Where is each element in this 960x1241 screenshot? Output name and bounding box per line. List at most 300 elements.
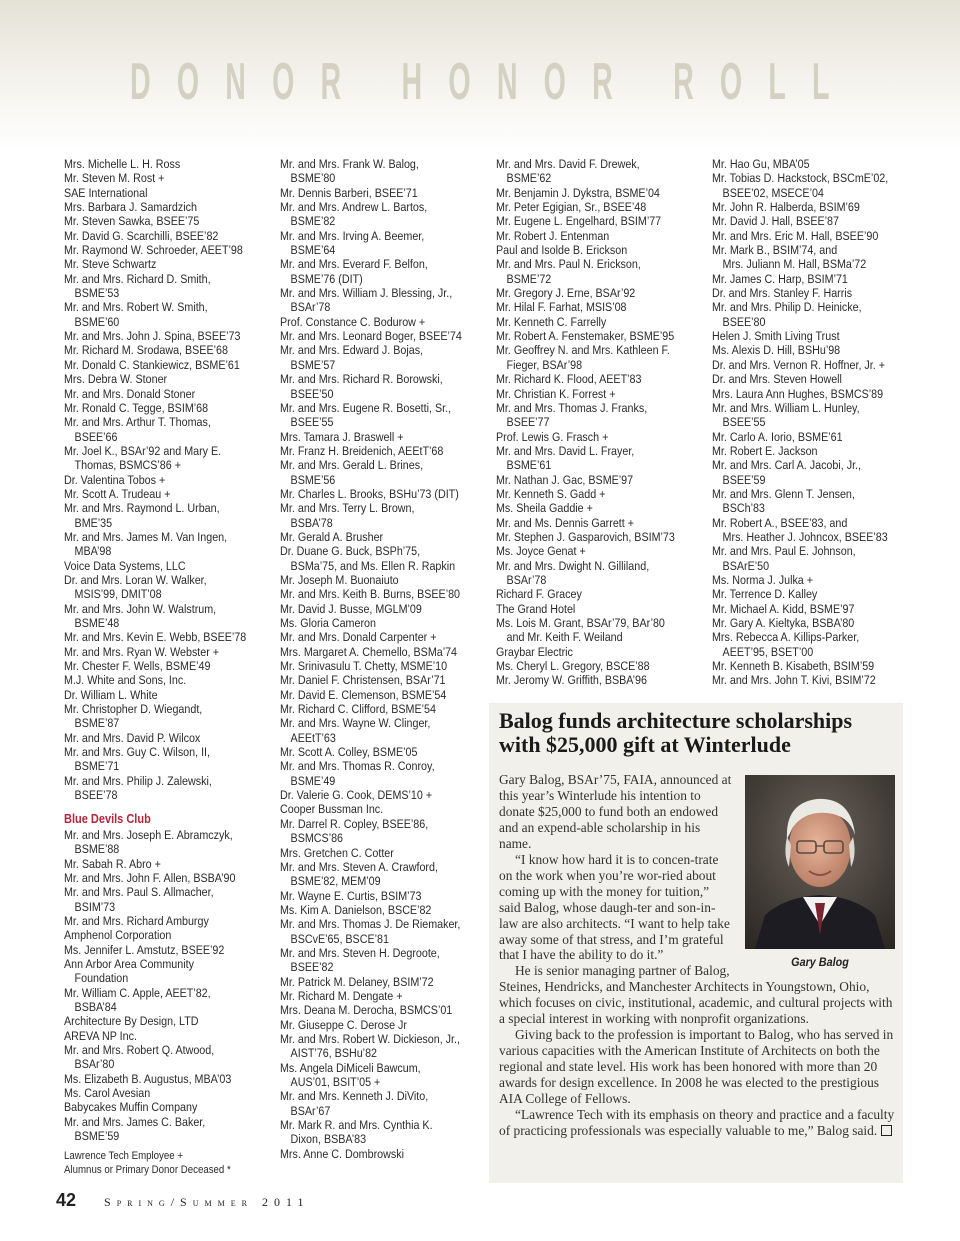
donor-column-2 (280, 157, 485, 1161)
end-mark-icon (881, 1125, 892, 1136)
donor-entry-continuation (280, 1104, 484, 1118)
donor-entry-continuation (496, 573, 700, 587)
donor-entry: Mr. and Mrs. David L. Frayer, (496, 443, 635, 458)
banner-letter: L (768, 53, 786, 111)
page-number: 42 (56, 1190, 77, 1210)
donor-entry: Mr. Mark R. and Mrs. Cynthia K. (280, 1118, 433, 1133)
donor-entry: Ms. Sheila Gaddie + (496, 501, 593, 516)
donor-entry-continuation (64, 716, 268, 730)
donor-entry: Mr. and Mrs. John J. Spina, BSEE’73 (64, 329, 241, 344)
donor-entry: Dr. and Mrs. Loran W. Walker, (64, 572, 207, 587)
donor-entry-continuation (64, 587, 268, 601)
banner-letter: N (225, 53, 246, 111)
donor-entry: Mr. Steven Sawka, BSEE’75 (64, 214, 200, 229)
donor-entry: Mr. Jeromy W. Griffith, BSBA’96 (496, 673, 647, 688)
donor-entry-text: BSME’59 (74, 1129, 120, 1144)
article-paragraph: “I know how hard it is to concen-trate on the work when you’re wor-ried about coming up with the money for tuition,” said Balog, whose daugh-ter and son-in-law are also architects. “I want to help take away some of that stress, and I’m grateful that I have the ability to do it.” (499, 851, 730, 963)
donor-entry: Ms. Kim A. Danielson, BSCE’82 (280, 902, 432, 917)
donor-entry-continuation (64, 286, 268, 300)
banner-letter: H (401, 53, 423, 111)
donor-entry-text: BSBA’78 (290, 515, 333, 530)
donor-entry-continuation (280, 559, 484, 573)
donor-entry: Mr. Tobias D. Hackstock, BSCmE’02, (712, 171, 889, 186)
donor-entry: Mr. John R. Halberda, BSIM’69 (712, 200, 860, 215)
donor-entry-continuation (280, 774, 484, 788)
donor-entry: Helen J. Smith Living Trust (712, 329, 840, 344)
donor-entry: Ms. Norma J. Julka + (712, 572, 814, 587)
donor-entry: Ms. Cheryl L. Gregory, BSCE’88 (496, 659, 650, 674)
donor-entry-text: BSEE’78 (74, 788, 118, 803)
portrait-image (745, 775, 895, 949)
donor-entry-text: BSBA’84 (74, 999, 117, 1014)
donor-entry: Mr. Giuseppe C. Derose Jr (280, 1017, 407, 1032)
donor-entry: Mr. Michael A. Kidd, BSME’97 (712, 601, 855, 616)
donor-entry-text: BSME’82 (290, 214, 336, 229)
donor-entry: Mr. and Mrs. Robert Q. Atwood, (64, 1042, 215, 1057)
donor-entry: Dr. Duane G. Buck, BSPh’75, (280, 544, 421, 559)
donor-entry: Mr. and Mrs. Thomas J. Franks, (496, 400, 648, 415)
donor-entry-text: BSEE’77 (506, 415, 550, 430)
donor-entry-continuation (280, 960, 484, 974)
donor-entry: Mr. Christian K. Forrest + (496, 386, 616, 401)
photo-caption: Gary Balog (791, 955, 849, 969)
donor-entry-continuation (280, 358, 484, 372)
donor-entry-continuation (712, 415, 916, 429)
donor-entry: Mr. David J. Hall, BSEE’87 (712, 214, 839, 229)
donor-entry: Mr. and Mrs. Kenneth J. DiVito, (280, 1089, 429, 1104)
donor-entry: Mr. Robert A., BSEE’83, and (712, 515, 848, 530)
donor-entry: Ms. Angela DiMiceli Bawcum, (280, 1060, 421, 1075)
donor-entry-continuation (712, 257, 916, 271)
donor-entry: Mr. Robert A. Fenstemaker, BSME’95 (496, 329, 675, 344)
donor-entry-text: BSME’82, MEM’09 (290, 874, 381, 889)
banner-letter: N (496, 53, 518, 111)
donor-entry-text: BSME’61 (506, 458, 552, 473)
donor-entry-text: BSEE’59 (722, 472, 766, 487)
donor-entry: Mr. and Mrs. Richard R. Borowski, (280, 372, 443, 387)
donor-entry: Mrs. Deana M. Derocha, BSMCS’01 (280, 1003, 453, 1018)
banner-letter: O (543, 53, 566, 111)
donor-entry-continuation (496, 415, 700, 429)
donor-entry-text: and Mr. Keith F. Weiland (506, 630, 623, 645)
donor-entry-continuation (64, 430, 268, 444)
donor-entry-continuation (280, 731, 484, 745)
donor-entry-continuation (280, 932, 484, 946)
donor-entry: Mr. Donald C. Stankiewicz, BSME’61 (64, 357, 240, 372)
donor-entry-text: Mrs. Juliann M. Hall, BSMa’72 (722, 257, 867, 272)
balog-article (489, 703, 903, 1183)
donor-entry: Mr. and Mrs. Donald Stoner (64, 386, 196, 401)
donor-entry: Mr. and Mrs. Frank W. Balog, (280, 157, 419, 171)
donor-entry-text: BSIM’73 (74, 899, 116, 914)
donor-entry-text: BSME’49 (290, 773, 336, 788)
donor-entry: Mr. Hao Gu, MBA’05 (712, 157, 810, 171)
donor-entry-continuation (280, 415, 484, 429)
donor-entry: Mr. Dennis Barberi, BSEE’71 (280, 185, 418, 200)
donor-entry: Mr. Chester F. Wells, BSME’49 (64, 659, 211, 674)
donor-entry: Mr. and Mrs. Everard F. Belfon, (280, 257, 428, 272)
donor-entry-text: Foundation (74, 971, 129, 986)
donor-entry: Mr. and Mrs. Gerald L. Brines, (280, 458, 424, 473)
donor-entry-text: BSEE’55 (290, 415, 334, 430)
donor-entry-continuation (712, 473, 916, 487)
donor-entry-text: BSME’53 (74, 286, 120, 301)
donor-entry: Dr. Valerie G. Cook, DEMS’10 + (280, 788, 433, 803)
donor-entry: Mr. and Mrs. Carl A. Jacobi, Jr., (712, 458, 862, 473)
donor-entry: Mr. and Mrs. Steven A. Crawford, (280, 859, 438, 874)
donor-entry: Mr. and Mrs. Wayne W. Clinger, (280, 716, 431, 731)
club-heading: Blue Devils Club (64, 812, 151, 827)
donor-legend (64, 1149, 269, 1177)
donor-entry-continuation (64, 516, 268, 530)
donor-entry-text: Dixon, BSBA’83 (290, 1132, 367, 1147)
donor-entry: Mr. and Mrs. Arthur T. Thomas, (64, 415, 211, 430)
donor-entry: SAE International (64, 185, 148, 200)
donor-entry-text: BSEE’55 (722, 415, 766, 430)
donor-entry-continuation (64, 1129, 268, 1143)
donor-entry: Mr. and Mrs. Keith B. Burns, BSEE’80 (280, 587, 461, 602)
donor-entry: Mr. and Mrs. Glenn T. Jensen, (712, 486, 855, 501)
donor-entry-text: BSME’60 (74, 314, 120, 329)
donor-entry-text: BSME’87 (74, 716, 120, 731)
donor-entry: Mr. and Mrs. William J. Blessing, Jr., (280, 286, 453, 301)
donor-entry: Mr. Robert E. Jackson (712, 443, 818, 458)
donor-entry: Mr. Terrence D. Kalley (712, 587, 818, 602)
donor-entry-continuation (712, 530, 916, 544)
donor-entry: Mr. and Mrs. Paul N. Erickson, (496, 257, 641, 272)
donor-entry-text: BSEE’80 (722, 314, 766, 329)
donor-entry-continuation (64, 842, 268, 856)
banner-letter: R (592, 53, 613, 111)
donor-entry: Mr. and Mrs. Guy C. Wilson, II, (64, 745, 211, 760)
donor-entry-text: BSME’62 (506, 171, 552, 186)
donor-entry: Mr. Steven M. Rost + (64, 171, 165, 186)
donor-entry-text: Mrs. Heather J. Johncox, BSEE’83 (722, 529, 888, 544)
donor-entry: Mr. and Mrs. David P. Wilcox (64, 730, 201, 745)
donor-entry: Dr. and Mrs. Steven Howell (712, 372, 842, 387)
donor-entry: Ms. Elizabeth B. Augustus, MBA’03 (64, 1071, 232, 1086)
donor-column-1 (64, 157, 269, 1177)
donor-entry: Dr. William L. White (64, 687, 158, 702)
banner-letter: D (130, 53, 151, 111)
article-title-line: Balog funds architecture scholarships (499, 708, 853, 733)
donor-entry: Mr. and Mrs. James M. Van Ingen, (64, 529, 228, 544)
donor-entry: Mr. and Mrs. David F. Drewek, (496, 157, 640, 171)
donor-entry-continuation (280, 300, 484, 314)
donor-entry: Amphenol Corporation (64, 928, 172, 943)
donor-entry: Mr. Gary A. Kieltyka, BSBA’80 (712, 616, 855, 630)
donor-entry: Mr. Scott A. Colley, BSME’05 (280, 745, 418, 760)
donor-entry-continuation (64, 971, 268, 985)
donor-entry-continuation (64, 315, 268, 329)
donor-entry: Mr. Christopher D. Wiegandt, (64, 702, 203, 717)
donor-entry-text: BSME’57 (290, 357, 336, 372)
donor-entry: Mr. and Mrs. Richard Amburgy (64, 913, 209, 928)
donor-entry: Mr. and Ms. Dennis Garrett + (496, 515, 634, 530)
banner-letter: O (176, 53, 200, 111)
banner-letter: L (812, 53, 830, 111)
donor-entry: Mr. Mark B., BSIM’74, and (712, 243, 838, 258)
donor-entry: Mrs. Debra W. Stoner (64, 372, 168, 387)
donor-entry-text: BSEE’50 (290, 386, 334, 401)
banner-letter: R (320, 53, 342, 111)
portrait-photo (745, 775, 895, 973)
donor-entry-text: BSEE’66 (74, 429, 118, 444)
donor-entry-text: BSCh’83 (722, 501, 765, 516)
donor-entry: The Grand Hotel (496, 601, 576, 616)
donor-entry: Mr. and Mrs. Thomas J. De Riemaker, (280, 917, 461, 932)
donor-entry: Mr. Kenneth B. Kisabeth, BSIM’59 (712, 659, 875, 674)
donor-entry: Mr. Geoffrey N. and Mrs. Kathleen F. (496, 343, 670, 358)
donor-entry: Mr. Charles L. Brooks, BSHu’73 (DIT) (280, 486, 459, 501)
article-paragraph-last (499, 1107, 897, 1139)
donor-entry: Mr. and Mrs. Ryan W. Webster + (64, 644, 220, 659)
article-paragraph: Giving back to the profession is important to Balog, who has served in various capacities with the American Institute of Architects on both the regional and state level. His work has been honored with more than 20 awards for design excellence. In 2008 he was elected to the prestigious AIA College of Fellows. (499, 1027, 894, 1107)
donor-entry: Mr. and Mrs. Steven H. Degroote, (280, 945, 440, 960)
page-footer (56, 1190, 310, 1214)
donor-entry-continuation (64, 1057, 268, 1071)
donor-entry: Mr. Darrel R. Copley, BSEE’86, (280, 816, 429, 831)
donor-entry: Mrs. Barbara J. Samardzich (64, 200, 197, 215)
donor-entry: Mr. Patrick M. Delaney, BSIM’72 (280, 974, 434, 989)
donor-entry-text: MBA’98 (74, 544, 112, 559)
donor-entry: Architecture By Design, LTD (64, 1014, 199, 1029)
donor-entry-text: MSIS’99, DMIT’08 (74, 587, 162, 602)
donor-entry-text: BSCvE’65, BSCE’81 (290, 931, 389, 946)
donor-entry: Mr. William C. Apple, AEET’82, (64, 985, 211, 1000)
donor-entry: Mr. Robert J. Entenman (496, 228, 610, 243)
donor-entry: Mr. and Mrs. Philip J. Zalewski, (64, 773, 212, 788)
donor-entry-continuation (496, 458, 700, 472)
donor-entry-continuation (280, 516, 484, 530)
donor-entry: Dr. and Mrs. Stanley F. Harris (712, 286, 853, 301)
article-title (499, 709, 899, 757)
donor-entry: Mr. and Mrs. Donald Carpenter + (280, 630, 437, 645)
legend-item: Lawrence Tech Employee + (64, 1150, 184, 1163)
donor-entry-text: BSMa’75, and Ms. Ellen R. Rapkin (290, 558, 456, 573)
donor-entry: Mr. David G. Scarchilli, BSEE’82 (64, 228, 219, 243)
donor-entry-continuation (280, 473, 484, 487)
donor-entry-continuation (64, 900, 268, 914)
donor-entry-continuation (496, 272, 700, 286)
donor-entry-continuation (280, 171, 484, 185)
banner-letter (367, 52, 375, 112)
donor-entry-continuation (64, 1000, 268, 1014)
donor-entry: Mr. and Mrs. Raymond L. Urban, (64, 501, 220, 516)
donor-entry-continuation (712, 315, 916, 329)
donor-entry: M.J. White and Sons, Inc. (64, 673, 187, 688)
donor-entry: Mrs. Laura Ann Hughes, BSMCS’89 (712, 386, 884, 401)
donor-entry-text: BSME’76 (DIT) (290, 271, 363, 286)
donor-entry: Ms. Lois M. Grant, BSAr’79, BAr’80 (496, 616, 665, 630)
donor-entry-text: BSME’56 (290, 472, 336, 487)
donor-entry-continuation (280, 214, 484, 228)
donor-entry: Dr. Valentina Tobos + (64, 472, 166, 487)
donor-entry: Paul and Isolde B. Erickson (496, 243, 628, 258)
donor-entry: Babycakes Muffin Company (64, 1100, 198, 1115)
donor-entry: Mrs. Rebecca A. Killips-Parker, (712, 630, 860, 645)
donor-entry: Mr. and Mrs. Leonard Boger, BSEE’74 (280, 329, 462, 344)
donor-entry: Dr. and Mrs. Vernon R. Hoffner, Jr. + (712, 357, 885, 372)
donor-entry: Mr. and Mrs. Richard D. Smith, (64, 271, 211, 286)
donor-entry: Mr. Steve Schwartz (64, 257, 157, 272)
donor-entry: Mr. and Mrs. Paul E. Johnson, (712, 544, 856, 559)
donor-entry: Mrs. Margaret A. Chemello, BSMa’74 (280, 644, 458, 659)
donor-entry: Mr. Benjamin J. Dykstra, BSME’04 (496, 185, 660, 200)
donor-entry: Mr. Ronald C. Tegge, BSIM’68 (64, 400, 209, 415)
donor-entry: Voice Data Systems, LLC (64, 558, 186, 573)
donor-entry: Mr. Joseph M. Buonaiuto (280, 572, 399, 587)
donor-entry-continuation (64, 544, 268, 558)
donor-entry-continuation (496, 358, 700, 372)
banner-letter: O (272, 53, 295, 111)
donor-entry-text: BSME’88 (74, 842, 120, 857)
donor-entry-text: AUS’01, BSIT’05 + (290, 1075, 381, 1089)
donor-entry-continuation (280, 272, 484, 286)
donor-entry-text: Fieger, BSAr’98 (506, 357, 583, 372)
donor-entry: Mr. Franz H. Breidenich, AEEtT’68 (280, 443, 444, 458)
donor-entry: Mr. Sabah R. Abro + (64, 856, 161, 871)
donor-entry: Mrs. Gretchen C. Cotter (280, 845, 394, 860)
donor-entry: Ms. Carol Avesian (64, 1086, 151, 1100)
donor-entry: Mr. Peter Egigian, Sr., BSEE’48 (496, 200, 647, 215)
donor-entry: Richard F. Gracey (496, 587, 582, 602)
donor-entry-continuation (712, 645, 916, 659)
donor-entry: Graybar Electric (496, 644, 573, 659)
donor-entry-text: BSEE’02, MSECE’04 (722, 185, 824, 200)
issue-label: Spring/Summer 2011 (104, 1195, 310, 1209)
donor-entry-text: BSME’64 (290, 243, 336, 258)
article-paragraph-text: “Lawrence Tech with its emphasis on theory and practice and a faculty of practicing professionals was especially valuable to me,” Balog said. (499, 1107, 895, 1138)
donor-entry: Mr. Raymond W. Schroeder, AEET’98 (64, 243, 243, 258)
donor-entry: Prof. Constance C. Bodurow + (280, 314, 426, 329)
donor-entry: Mr. David J. Busse, MGLM’09 (280, 601, 422, 616)
banner-letter: R (673, 53, 694, 111)
donor-entry: Mr. and Mrs. Irving A. Beemer, (280, 228, 425, 243)
donor-entry-continuation (64, 616, 268, 630)
donor-entry-continuation (280, 1075, 484, 1089)
donor-entry-text: Thomas, BSMCS’86 + (74, 458, 181, 473)
donor-entry-text: AEET’95, BSET’00 (722, 644, 814, 659)
donor-entry: Mr. and Mrs. John F. Allen, BSBA’90 (64, 870, 236, 885)
donor-entry: Mr. Daniel F. Christensen, BSAr’71 (280, 673, 446, 688)
donor-entry-continuation (712, 501, 916, 515)
donor-entry: Mr. and Mrs. Eugene R. Bosetti, Sr., (280, 400, 452, 415)
donor-entry: Mr. Hilal F. Farhat, MSIS’08 (496, 300, 627, 315)
donor-entry: Cooper Bussman Inc. (280, 802, 384, 817)
donor-entry-text: BSAr’78 (506, 572, 547, 587)
donor-entry: Mrs. Michelle L. H. Ross (64, 157, 181, 171)
donor-entry-text: BSME’48 (74, 616, 120, 630)
donor-entry: Mr. Eugene L. Engelhard, BSIM’77 (496, 214, 662, 229)
donor-entry: Mr. Kenneth S. Gadd + (496, 486, 606, 501)
donor-entry: Mr. Carlo A. Iorio, BSME’61 (712, 429, 843, 444)
donor-entry: Mr. Kenneth C. Farrelly (496, 314, 607, 329)
donor-entry: Mr. Stephen J. Gasparovich, BSIM’73 (496, 529, 675, 544)
donor-entry: Mr. and Mrs. Andrew L. Bartos, (280, 200, 428, 215)
donor-entry: Mr. Joel K., BSAr’92 and Mary E. (64, 443, 222, 458)
article-title-line: with $25,000 gift at Winterlude (499, 732, 791, 757)
donor-entry-text: BSME’71 (74, 759, 120, 774)
donor-entry-text: BME’35 (74, 515, 113, 530)
donor-entry: Mr. Gerald A. Brusher (280, 529, 384, 544)
donor-entry-continuation (496, 630, 700, 644)
donor-entry: Mr. Scott A. Trudeau + (64, 486, 171, 501)
donor-entry-text: BSAr’80 (74, 1057, 115, 1072)
donor-entry-continuation (280, 1132, 484, 1146)
donor-entry: Mr. and Mrs. James C. Baker, (64, 1114, 206, 1129)
donor-entry-continuation (64, 788, 268, 802)
donor-entry-text: AIST’76, BSHu’82 (290, 1046, 378, 1061)
donor-entry-continuation (712, 186, 916, 200)
banner-letter: O (448, 53, 471, 111)
article-paragraph: He is senior managing partner of Balog, Steines, Hendricks, and Manchester Architects in Youngstown, Ohio, which focuses on civic, institutional, academic, and cultural projects with a special interest in working with nonprofit organizations. (499, 963, 893, 1027)
donor-entry: Mr. and Mrs. Robert W. Dickieson, Jr., (280, 1031, 461, 1046)
article-body (499, 772, 897, 1139)
donor-entry-text: BSME’80 (290, 171, 336, 186)
donor-entry: Ms. Alexis D. Hill, BSHu’98 (712, 343, 841, 358)
donor-entry-continuation (280, 387, 484, 401)
donor-entry-text: BSMCS’86 (290, 831, 344, 846)
donor-entry: AREVA NP Inc. (64, 1028, 137, 1043)
donor-entry: Mr. Nathan J. Gac, BSME’97 (496, 472, 634, 487)
donor-entry: Mr. Wayne E. Curtis, BSIM’73 (280, 888, 422, 903)
donor-entry-continuation (280, 831, 484, 845)
donor-entry: Mrs. Tamara J. Braswell + (280, 429, 404, 444)
donor-entry-text: BSAr’67 (290, 1103, 331, 1118)
donor-column-4 (712, 157, 917, 688)
donor-entry: Mr. Richard C. Clifford, BSME’54 (280, 702, 436, 717)
donor-entry: Mr. and Mrs. John W. Walstrum, (64, 601, 217, 616)
donor-column-3 (496, 157, 701, 688)
page-banner (130, 52, 830, 112)
donor-entry-text: BSAr’78 (290, 300, 331, 315)
donor-entry: Mr. James C. Harp, BSIM’71 (712, 271, 848, 286)
donor-entry: Mr. and Mrs. Dwight N. Gilliland, (496, 558, 650, 573)
donor-entry: Mr. and Mrs. Terry L. Brown, (280, 501, 415, 516)
donor-entry-continuation (280, 1046, 484, 1060)
donor-entry: Mr. and Mrs. Philip D. Heinicke, (712, 300, 862, 315)
donor-entry-continuation (712, 559, 916, 573)
donor-entry: Mr. and Mrs. Kevin E. Webb, BSEE’78 (64, 630, 247, 645)
donor-entry: Mr. and Mrs. Eric M. Hall, BSEE’90 (712, 228, 879, 243)
donor-entry-continuation (64, 759, 268, 773)
donor-entry-continuation (280, 243, 484, 257)
donor-entry: Mr. and Mrs. William L. Hunley, (712, 400, 860, 415)
donor-entry: Ann Arbor Area Community (64, 956, 194, 971)
banner-letter: O (719, 53, 743, 111)
banner-letter (639, 52, 647, 112)
donor-entry: Mr. and Mrs. John T. Kivi, BSIM’72 (712, 673, 876, 688)
legend-item: Alumnus or Primary Donor Deceased * (64, 1164, 231, 1177)
donor-entry: Mr. and Mrs. Robert W. Smith, (64, 300, 208, 315)
donor-entry: Mr. Srinivasulu T. Chetty, MSME’10 (280, 659, 448, 674)
donor-entry-text: BSArE’50 (722, 558, 770, 573)
donor-entry-text: AEEtT’63 (290, 730, 336, 745)
donor-entry-continuation (280, 874, 484, 888)
donor-entry: Mr. and Mrs. Paul S. Allmacher, (64, 885, 214, 900)
donor-entry: Mr. David E. Clemenson, BSME’54 (280, 687, 447, 702)
donor-entry-continuation (64, 458, 268, 472)
donor-entry: Ms. Joyce Genat + (496, 544, 586, 559)
donor-entry-text: BSEE’82 (290, 960, 334, 975)
donor-entry: Mr. Richard M. Dengate + (280, 988, 403, 1003)
donor-entry: Mr. Richard K. Flood, AEET’83 (496, 372, 642, 387)
donor-entry: Mr. and Mrs. Thomas R. Conroy, (280, 759, 435, 774)
donor-entry: Ms. Gloria Cameron (280, 616, 376, 630)
donor-entry: Mr. Gregory J. Erne, BSAr’92 (496, 286, 636, 301)
donor-entry-continuation (496, 171, 700, 185)
